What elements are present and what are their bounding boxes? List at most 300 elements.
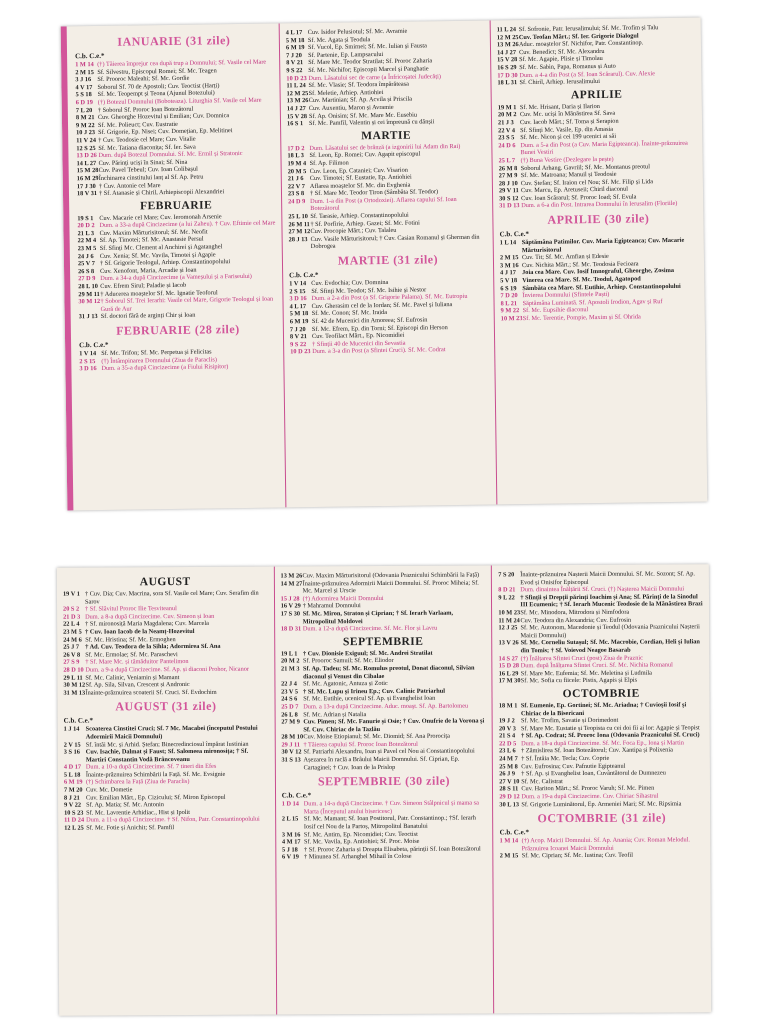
day-number: 13 V 26 (498, 639, 519, 647)
day-saints-text: Sf. Ap. Timotei; Sf. Mc. Anastasie Persul (99, 235, 204, 245)
day-number: 5 S 18 (75, 91, 92, 99)
calendar-day-row (64, 725, 269, 741)
day-number: 28 J 10 (498, 179, 518, 188)
day-saints-text: Sf. Mc. Nicon și cei 199 ucenici ai săi (520, 132, 617, 142)
day-saints-text: Sf. Ap. Tadeu; Sf. Mc. Romulus preotul, Donat diaconul, Silvian diaconul și Venust din Cibalae (303, 664, 475, 680)
calendar-column (69, 23, 287, 510)
day-number: 31 J 13 (78, 313, 98, 321)
day-number: 12 M 25 (286, 89, 309, 98)
day-number: 1 D 14 (281, 800, 299, 808)
day-saints-text: Cuv. Emilian Mărt., Ep. Cizicului; Sf. Miron Episcopul (86, 793, 226, 802)
day-number: 9 V 22 (64, 801, 82, 809)
day-number: 22 J 4 (281, 680, 297, 688)
day-saints-text: Sf. Sofronie, Patr. Ierusalimului; Sf. Mc. Trofim și Talu (518, 24, 659, 34)
day-number: 20 S 2 (63, 605, 80, 613)
day-saints-text: Dum. a 9-a după Cincizecime. Sf. Ap. și diaconi Prohor, Nicanor (85, 665, 249, 674)
day-number: 24 D 9 (288, 197, 306, 206)
day-number: 30 L 13 (499, 800, 520, 809)
day-saints-text: Soborul Arhang. Gavriil; Sf. Mc. Montanus preotul (520, 162, 650, 172)
calendar-day-row (500, 852, 705, 861)
day-number: 9 S 22 (290, 340, 307, 349)
day-number: 2 M 15 (499, 254, 519, 262)
day-saints-text: Sf. Grigorie, Ep. Nisei; Cuv. Domețian, Ep. Melitinei (98, 127, 233, 137)
day-number: 26 V 8 (63, 651, 81, 659)
day-number: 20 D 2 (77, 222, 95, 230)
day-number: 13 M 26 (280, 572, 303, 580)
day-saints-text: Vinerea cea Mare. Sf. Mc. Teodul, Agatopod (522, 275, 641, 285)
day-number: 6 D 19 (75, 99, 93, 107)
day-saints-text: (†) Acop. Maicii Domnului. Sf. Ap. Anania; Cuv. Roman Melodul. Prăznuirea Icoanei Maicii Domnului (521, 836, 691, 853)
day-number: 20 V 3 (499, 724, 516, 733)
day-number: 14 M 27 (280, 580, 303, 588)
day-number: 18 D 31 (280, 625, 302, 633)
calendar-day-row (281, 609, 486, 625)
day-saints-text: Sf. doctori fără de arginți Chir și Ioan (100, 312, 196, 321)
day-saints-text: Sf. Ap. Filimon (309, 159, 349, 167)
day-saints-text: Dum. a 11-a după Cincizecime. † Sf. Nifon, Patr. Constantinopolului (86, 816, 260, 824)
day-saints-text: Sf. Mc. Calinic, Veniamin și Mamant (85, 673, 180, 682)
day-number: 27 M 9 (281, 718, 300, 726)
day-number: 29 J 11 (281, 741, 300, 749)
day-number: 8 V 21 (289, 333, 307, 341)
day-saints-text: † Ad. Cuv. Teodora de la Sihla; Adormirea Sf. Ana (85, 643, 221, 651)
day-saints-text: Cuv. Efrem Sirul; Paladie și Iacob (100, 281, 187, 290)
day-number: 17 D 2 (287, 144, 305, 153)
day-number: 7 J 20 (286, 51, 302, 60)
day-number: 27 M 9 (498, 172, 518, 180)
day-saints-text: Sf. Mc. Vlasie; Sf. Teodora împărăteasa (308, 80, 409, 90)
day-number: 13 M 26 (286, 97, 309, 105)
calendar-day-row (500, 837, 705, 853)
day-saints-text: † Zămislirea Sf. Ioan Botezătorul; Cuv. Xantipa și Polixenia (521, 746, 673, 755)
day-saints-text: Dum. a 3-a din Post (a Sfintei Cruci). Sf. Mc. Codrat (312, 346, 446, 356)
day-saints-text: Cuv. Timotei; Sf. Eustatie, Ep. Antiohiei (309, 173, 412, 183)
day-saints-text: † Cuv. Dia; Cuv. Macrina, sora Sf. Vasile cel Mare; Cuv. Serafim din Sarov (84, 589, 259, 606)
day-saints-text: Cuv. Evdochia; Cuv. Domnina (311, 278, 389, 288)
column-legend: C.b. C.e.* (499, 230, 530, 239)
day-saints-text: Sf. Mc. Hrisant, Daria și Ilarion (519, 102, 600, 111)
day-number: 23 V 5 (281, 688, 299, 696)
day-saints-text: † Sf. Porfirie, Arhiep. Gazei; Sf. Mc. Fotini (310, 219, 420, 228)
day-number: 3 M 16 (281, 831, 301, 839)
day-number: 2 L 15 (281, 815, 299, 823)
day-saints-text: Sâmbăta cea Mare. Sf. Eutihie, Arhiep. Constantinopolului (522, 282, 681, 292)
day-saints-text: † Sf. Mare Mc. Teodor Tiron (Sâmbăta Sf. Teodor) (309, 188, 439, 198)
day-number: 1 M 14 (499, 837, 519, 845)
day-saints-text: Cuv. Gherasim cel de la Iordan; Sf. Mc. Pavel și Iuliana (311, 300, 453, 310)
month-heading: OCTOMBRIE (31 zile) (537, 810, 667, 826)
day-number: 21 S 4 (499, 732, 516, 740)
calendar-day-row (498, 570, 703, 586)
day-saints-text: Cuv. Procopie Mărt.; Cuv. Talaleu (310, 227, 397, 236)
calendar-day-row (287, 118, 485, 128)
day-number: 18 V 31 (76, 190, 98, 198)
day-saints-text: † Cuv. Antonie cel Mare (98, 181, 161, 190)
day-saints-text: Dum. a 14-a după Cincizecime. † Cuv. Simeon Stâlpnicul și mama sa Marta (Începutul anului bisericesc) (303, 799, 479, 816)
day-number: 22 V 4 (498, 126, 516, 134)
day-number: 10 M 23 (498, 609, 521, 617)
calendar-day-row (290, 346, 488, 356)
day-number: 19 M 4 (287, 159, 307, 168)
day-saints-text: Soborul Sf. 70 de Apostoli; Cuv. Teoctist (Harți) (97, 82, 220, 91)
day-number: 3 D 16 (79, 365, 97, 373)
day-saints-text: Sf. Mc. Fotie și Anichit; Sf. Pamfil (86, 824, 175, 832)
day-saints-text: Cuv. Isachie, Dalmat și Faust; Sf. Salomeea mironosița; † Sf. Martiri Constantin Vodă Brâncoveanu (85, 747, 249, 764)
day-number: 23 M 5 (77, 245, 97, 253)
day-saints-text: † Sf. Grigorie Teologul, Arhiep. Constantinopolului (99, 258, 231, 268)
day-number: 10 D 23 (290, 348, 311, 356)
day-saints-text: Aduc. moaștelor Sf. Nichifor, Patr. Constantinop. (518, 39, 644, 49)
day-saints-text: † Aducerea moaștelor Sf. Mc. Ignatie Teoforul (100, 288, 218, 298)
month-heading: FEBRUARIE (28 zile) (116, 322, 240, 338)
day-number: 19 S 1 (77, 214, 94, 222)
day-number: 1 V 14 (79, 350, 97, 358)
day-number: 25 D 7 (281, 703, 299, 711)
day-saints-text: Înainte-prăznuirea Nașterii Maicii Domnului. Sf. Mc. Sozont; Sf. Ap. Evod și Onisifor Episcopul (520, 570, 695, 586)
day-saints-text: Sf. Patriarhi Alexandru, Ioan și Pavel cel Nou ai Constantinopolului (303, 747, 475, 756)
day-saints-text: Sf. Mc. Autonom, Macedonie și Teodul (Odovania Praznicului Nașterii Maicii Domnului) (520, 623, 700, 640)
day-saints-text: Cuv. Moise Etiopianul; Sf. Mc. Diomid; Sf. Ana Prorocița (303, 732, 450, 741)
day-saints-text: † Sf. Slăvitul Proroc Ilie Tesviteanul (85, 605, 177, 613)
day-number: 11 V 24 (76, 136, 97, 145)
day-saints-text: Dum. Lăsatului sec de carne (a Înfricoșatei Judecăți) (308, 72, 441, 82)
calendar-day-row (499, 639, 704, 655)
day-number: 20 M 2 (280, 657, 300, 665)
day-number: 24 J 6 (77, 252, 94, 260)
day-number: 10 D 23 (286, 74, 307, 82)
day-number: 15 V 28 (497, 56, 518, 64)
day-number: 21 M 3 (281, 665, 300, 673)
day-saints-text: † Sf. Ap. și Evanghelist Ioan, Cuvântătorul de Dumnezeu (521, 769, 666, 778)
day-number: 30 M 12 (78, 298, 101, 306)
day-number: 27 V 10 (499, 778, 520, 786)
day-number: 14 J 27 (497, 48, 516, 57)
calendar-day-row (289, 233, 487, 251)
day-number: 2 S 15 (289, 287, 306, 295)
day-saints-text: Sf. Prooroc Maleahi; Sf. Mc. Gordie (97, 74, 190, 84)
day-saints-text: Sf. Mc. Matroana; Manuil și Teodosie (520, 170, 617, 180)
day-number: 15 D 28 (498, 662, 520, 670)
day-number: 6 V 19 (282, 853, 299, 861)
calendar-day-row (281, 579, 486, 595)
day-saints-text: Sf. Mc. Efrem, Ep. din Torni; Sf. Episcopi din Herson (311, 323, 448, 333)
day-saints-text: Cuv. Teofan Mărt.; Sf. Ier. Grigorie Dialogul (518, 32, 639, 41)
day-saints-text: Cuv. Pimen; Sf. Mc. Fanurie și Osie; † Cuv. Onufrie de la Vorona și Sf. Cuv. Chiriac de la Tazlău (303, 717, 485, 734)
calendar-day-row (498, 593, 703, 609)
day-saints-text: Dum. a 19-a după Cincizecime. Cuv. Chiriac Sihastrul (521, 792, 659, 801)
day-number: 5 M 18 (289, 310, 309, 318)
day-saints-text: Cuv. Gheorghe Hozevitul și Emilian; Cuv. Domnica (97, 112, 230, 122)
day-number: 4 D 17 (63, 763, 82, 771)
calendar-day-row (63, 590, 268, 606)
day-number: 2 M 15 (75, 68, 94, 76)
calendar-day-row (499, 800, 704, 809)
day-saints-text: Sf. Mc. Minodora, Mitrodora și Nimfodora (520, 608, 630, 617)
day-saints-text: † Sf. Mc. Lupu și Irineu Ep.; Cuv. Calinic Patriarhul (303, 687, 446, 696)
calendar-column (492, 564, 711, 1013)
day-saints-text: Sf. Mc. Miron, Straton și Ciprian; † Sf. Ierarh Varlaam, Mitropolitul Moldovei (302, 609, 454, 625)
day-number: 6 M 19 (289, 318, 309, 326)
day-number: 3 D 16 (289, 295, 307, 303)
day-number: 30 S 12 (499, 194, 519, 203)
calendar-day-row (501, 313, 699, 323)
day-number: 29 V 11 (498, 187, 519, 195)
day-saints-text: Sf. Silvestru, Episcopul Romei; Sf. Mc. Teagen (97, 66, 217, 76)
day-saints-text: Sf. Mc. Agata și Teodula (307, 35, 371, 44)
day-number: 13 M 26 (496, 41, 519, 49)
calendar-day-row (281, 664, 486, 680)
day-saints-text: Înainte-prăznuirea Schimbării la Față. Sf. Mc. Evsignie (85, 770, 226, 779)
day-saints-text: (†) Schimbarea la Față (Ziua de Paraclis) (85, 778, 190, 787)
day-saints-text: Dum. a 35-a după Cincizecime (a Fiului Risipitor) (101, 363, 229, 373)
day-saints-text: † Tăierea capului Sf. Proroc Ioan Botezătorul (303, 740, 418, 749)
day-saints-text: Cuv. Iacob Mărt.; Sf. Toma și Serapion (519, 117, 619, 127)
calendar-column (491, 18, 708, 505)
day-saints-text: Cuv. Isidor Pelusiotul; Sf. Mc. Avramie (307, 27, 408, 37)
day-number: 11 L 24 (496, 26, 517, 34)
day-number: 19 V 1 (62, 590, 80, 598)
day-saints-text: Sf. Ap. Sila, Silvan, Crescent și Andronic (85, 681, 190, 689)
day-saints-text: Cuv. Ioan Scărarul; Sf. Proroc Ioad; Sf. Evula (521, 193, 637, 202)
day-number: 25 M 8 (499, 762, 518, 771)
day-saints-text: Înainte-prăznuirea Adormirii Maicii Domnului. Sf. Proroc Miheia; Sf. Mc. Marcel și Urscie (302, 579, 479, 595)
day-number: 27 D 9 (78, 275, 96, 283)
day-number: 21 J 6 (287, 175, 304, 183)
column-legend: C.b. C.e.* (289, 270, 319, 280)
calendar-day-row (64, 824, 269, 833)
day-number: 9 M 22 (500, 307, 520, 315)
day-number: 12 M 25 (496, 33, 519, 41)
day-number: 6 M 19 (63, 779, 83, 787)
calendar-column (57, 567, 277, 1016)
calendar-day-row (497, 77, 695, 87)
day-saints-text: Cuv. Macarie cel Mare; Cuv. Ieromonah Arsenie (99, 212, 222, 222)
day-number: 29 D 12 (499, 793, 520, 801)
calendar-day-row (281, 756, 486, 772)
day-number: 1 L 14 (499, 239, 517, 247)
day-number: 25 L 7 (498, 157, 516, 165)
day-saints-text: Dum. a 10-a după Cincizecime. Sf. 7 tineri din Efes (85, 763, 217, 771)
day-saints-text: Cuv. Vasile Mărturisitorul; † Cuv. Casian Romanul și Gherman din Dobrogea (310, 233, 480, 251)
column-legend: C.b. C.e.* (75, 51, 105, 61)
day-number: 26 J 9 (499, 770, 516, 778)
day-number: 4 L 17 (285, 29, 303, 37)
day-number: 27 M 12 (288, 228, 311, 236)
day-saints-text: Cuv. Tit; Sf. Mc. Amfian și Edesie (521, 253, 609, 262)
calendar-day-row (63, 688, 268, 697)
day-saints-text: Sf. Chiril, Arhiep. Ierusalimului (519, 78, 600, 87)
day-saints-text: Aflarea moaștelor Sf. Mc. din Evghenia (309, 181, 411, 190)
day-saints-text: Sf. Mc. Nichifor; Episcopii Marcel și Panghatie (308, 65, 429, 75)
day-number: 14 J 27 (286, 105, 306, 113)
day-number: 21 J 3 (497, 119, 514, 127)
day-number: 5 V 18 (500, 277, 518, 285)
day-saints-text: Sf. Mc. Sofia cu fiicele: Pistis, Agapis și Elpis (520, 676, 638, 685)
day-saints-text: † Cuv. Ioan Iacob de la Neamț-Hozevitul (85, 627, 195, 636)
day-saints-text: Sf. Grigorie Luminătorul, Ep. Armeniei Mari; Sf. Mc. Ripsimia (521, 800, 682, 808)
day-saints-text: Dum. după Botezul Domnului. Sf. Mc. Ermil și Stratonic (98, 150, 243, 160)
day-saints-text: Scoaterea Cinstitei Cruci; Sf. 7 Mc. Macabei (începutul Postului Adormirii Maicii Domnului) (85, 724, 258, 741)
day-number: 24 M 7 (499, 755, 518, 763)
day-number: 17 J 30 (76, 182, 96, 190)
day-saints-text: † Minunea Sf. Arhanghel Mihail în Colose (304, 853, 412, 861)
day-number: 26 M 8 (498, 164, 518, 172)
day-saints-text: Sf. Mc. Conon; Sf. Mc. Iraida (311, 309, 388, 318)
calendar-day-row (282, 853, 487, 862)
day-number: 15 J 28 (280, 595, 300, 603)
day-saints-text: Sf. Mc. Teopempt și Teona (Ajunul Botezului) (97, 89, 215, 99)
day-number: 22 V 7 (287, 182, 305, 191)
day-saints-text: Dum. a 4-a din Post (a Sf. Ioan Scărarul). Cuv. Alexie (519, 69, 656, 79)
day-number: 2 M 15 (499, 852, 519, 860)
day-number: 7 J 20 (289, 325, 306, 333)
day-saints-text: Joia cea Mare. Cuv. Iosif Imnograful, Gheorghe, Zosima (522, 267, 675, 277)
day-saints-text: † Mahramul Domnului (302, 602, 361, 610)
day-saints-text: Cuv. Xenia; Sf. Mc. Vavila, Timotei și Agapie (99, 251, 216, 260)
day-number: 21 D 3 (63, 613, 81, 621)
day-number: 24 D 6 (498, 141, 516, 150)
day-saints-text: Cuv. Ștefan; Sf. Iraion cel Nou; Sf. Mc. Filip și Lida (520, 177, 654, 187)
day-saints-text: Sf. Partenie, Ep. Lampsacului (308, 50, 384, 59)
day-saints-text: Sf. Mc. Tatiana diaconița; Sf. Ier. Sava (98, 143, 196, 152)
day-number: 30 M 12 (63, 681, 86, 689)
day-saints-text: Sf. Mc. Adrian și Natalia (303, 710, 367, 718)
month-heading: OCTOMBRIE (562, 687, 640, 700)
day-saints-text: Dum. 1-a din Post (a Ortodoxiei). Aflarea capului Sf. Ioan Botezătorul (310, 195, 457, 213)
day-number: 12 S 25 (76, 144, 96, 152)
day-saints-text: Cuv. Părinți uciși în Sinai; Sf. Nina (98, 158, 188, 167)
calendar-photo-bottom (57, 564, 711, 1015)
day-number: 2 V 15 (63, 741, 81, 749)
day-saints-text: Dum. a 13-a după Cincizecime. Aduc. moaşt. Sf. Ap. Bartolomeu (303, 702, 469, 711)
day-number: 4 M 17 (281, 838, 301, 846)
day-saints-text: (†) Întâmpinarea Domnului (Ziua de Paraclis) (101, 355, 217, 365)
day-number: 20 M 2 (497, 111, 517, 119)
day-number: 16 S 29 (497, 64, 517, 72)
day-saints-text: Sf. Mc. Ermolae; Sf. Mc. Paraschevi (85, 650, 178, 659)
day-saints-text: † Sf. Întâia Mc. Tecla; Cuv. Coprie (521, 754, 610, 763)
day-number: 30 V 12 (281, 748, 302, 757)
day-number: 8 L 21 (500, 299, 518, 308)
day-saints-text: Dum. a 2-a din Post (a Sf. Grigorie Palama). Sf. Mc. Eutropiu (311, 293, 468, 303)
day-saints-text: Dum. Lăsatului sec de brânză (a izgonirii lui Adam din Rai) (309, 142, 461, 152)
day-saints-text: Cuv. Benedict; Sf. Mc. Alexandru (519, 47, 605, 56)
day-number: 12 L 25 (64, 824, 84, 832)
day-saints-text: Dum. după Înălțarea Sfintei Cruci. Sf. Mc. Nichita Romanul (520, 661, 673, 670)
day-saints-text: Dum. a 12-a după Cincizecime. Sf. Mc. Flor și Lavru (302, 624, 438, 633)
day-saints-text: Cuv. Maxim Mărturisitorul (Odovania Praznicului Schimbării la Față) (302, 571, 480, 580)
day-number: 9 S 22 (286, 67, 303, 75)
calendar-day-row (282, 815, 487, 831)
day-number: 28 L 10 (78, 283, 98, 291)
day-saints-text: Cuv. Hariton Mărt.; Sf. Proroc Varuh; Sf. Mc. Pimen (521, 785, 655, 793)
day-saints-text: (†) Adormirea Maicii Domnului (302, 594, 384, 603)
day-saints-text: † Soborul Sf. Proroc Ioan Botezătorul (97, 105, 194, 114)
day-number: 8 M 21 (75, 114, 95, 122)
day-saints-text: Sf. Leon, Ep. Romei; Cuv. Agapit episcopul (309, 150, 421, 160)
calendar-day-row (79, 363, 277, 373)
day-number: 12 J 25 (498, 624, 518, 632)
column-legend: C.b. C.e.* (281, 791, 312, 800)
day-number: 26 S 8 (78, 267, 95, 276)
calendar-column (275, 565, 495, 1014)
day-saints-text: Învierea Domnului (Sfintele Paști) (522, 291, 610, 300)
day-saints-text: Sf. Meletie, Arhiep. Antiohiei (308, 88, 384, 97)
day-saints-text: (†) Botezul Domnului (Boboteaza). Liturghia Sf. Vasile cel Mare (97, 96, 262, 106)
column-legend: C.b. C.e.* (79, 340, 109, 350)
day-number: 2 S 15 (79, 357, 96, 365)
day-saints-text: Cuv. Eufrosina; Cuv. Pafnutie Egipteanul (521, 762, 626, 770)
day-number: 26 M 11 (288, 220, 310, 228)
day-number: 8 D 21 (498, 586, 516, 594)
day-number: 19 M 1 (497, 103, 517, 112)
month-heading: AUGUST (139, 576, 191, 589)
day-saints-text: Sf. Mc. Sabin, Papa, Romanus și Auto (519, 62, 616, 72)
day-number: 7 S 20 (498, 571, 515, 579)
day-number: 7 M 20 (63, 786, 83, 794)
day-saints-text: Dum. a 6-a din Post. Intrarea Domnului în Ierusalim (Floriile) (521, 200, 678, 210)
day-number: 11 D 24 (64, 817, 85, 825)
day-number: 23 S 5 (498, 134, 515, 142)
day-saints-text: Dum. a 8-a după Cincizecime. Cuv. Simeon și Ioan (85, 612, 215, 621)
day-number: 4 J 17 (500, 269, 516, 277)
day-number: 24 M 6 (63, 636, 82, 644)
day-number: 6 S 19 (500, 284, 517, 293)
day-number: 9 M 22 (75, 121, 95, 130)
day-number: 19 L 1 (280, 650, 298, 658)
calendar-day-row (281, 718, 486, 734)
day-number: 10 M 23 (500, 315, 523, 323)
day-number: 8 V 21 (286, 59, 304, 67)
day-number: 23 M 5 (63, 628, 82, 636)
day-number: 15 M 28 (76, 167, 99, 175)
day-number: 14 S 27 (498, 654, 518, 662)
day-saints-text: Sf. Mc. Antim, Ep. Nicomidiei; Cuv. Teoctist (303, 830, 418, 839)
day-number: 8 J 21 (64, 794, 80, 802)
day-saints-text: Dum. a 18-a după Cincizecime. Sf. Mc. Foca Ep., Iona și Martin (521, 739, 684, 748)
day-number: 1 J 14 (63, 725, 80, 733)
day-saints-text: Dum. dinaintea Înălțării Sf. Cruci. (†) Nașterea Maicii Domnului (520, 585, 685, 594)
day-number: 11 L 24 (286, 82, 306, 90)
day-number: 5 J 18 (281, 846, 298, 854)
calendar-day-row (498, 623, 703, 639)
day-number: 28 M 10 (281, 733, 304, 741)
day-saints-text: Sf. Mare Mc. Eustatie și Teopista cu cei doi fii ai lor: Agapie și Teopist (521, 724, 700, 732)
day-saints-text: Înainte-prăznuirea scoaterii Sf. Cruci. Sf. Evdochim (85, 688, 217, 697)
day-number: 17 S 30 (280, 610, 301, 618)
day-saints-text: Sf. Mc. Terentie, Pompie, Maxim și Sf. Ohrida (522, 313, 641, 323)
day-saints-text: Cuv. Martinian; Sf. Ap. Acvila și Priscila (308, 95, 413, 105)
day-number: 25 L 10 (288, 213, 308, 221)
day-number: 14 L 27 (76, 159, 97, 168)
day-saints-text: Sf. Ap. Matia; Sf. Mc. Antonin (86, 801, 164, 809)
month-heading: AUGUST (31 zile) (115, 699, 217, 714)
day-number: 1 V 14 (289, 280, 307, 288)
day-saints-text: Sf. Mc. Trofim, Savatie și Dorimedont (520, 716, 619, 725)
day-saints-text: Cuv. Xenofont, Maria, Arcadie și Ioan (100, 266, 197, 275)
day-number: 4 L 17 (289, 302, 307, 311)
day-number: 7 L 20 (75, 106, 93, 114)
day-saints-text: Cuv. Mc. uciși în Mănăstirea Sf. Sava (519, 110, 616, 119)
day-saints-text: (†) Tăierea împrejur cea după trup a Domnului; Sf. Vasile cel Mare (97, 58, 267, 68)
calendar-day-row (499, 677, 704, 686)
day-saints-text: Sf. Sfinți Mc. Teodot; Sf. Mc. Isihie și Nestor (311, 286, 427, 295)
day-saints-text: † Sfinții și Drepții părinți Ioachim și Ana; Sf. Părinți de la Sinodul III Ecumenic; † Sf. Ierarh Mucenic Teodosie de la Mănăstirea Brazi (520, 593, 703, 609)
calendar-day-row (79, 311, 277, 321)
month-heading: MARTIE (361, 129, 412, 143)
day-saints-text: † Sf. Ap. Codrat; Sf. Proroc Iona (Odovania Praznicului Sf. Cruci) (521, 731, 700, 740)
day-saints-text: † Soborul Sf. Trei Ierarhi: Vasile cel Mare, Grigorie Teologul și Ioan Gură de Aur (100, 295, 274, 313)
